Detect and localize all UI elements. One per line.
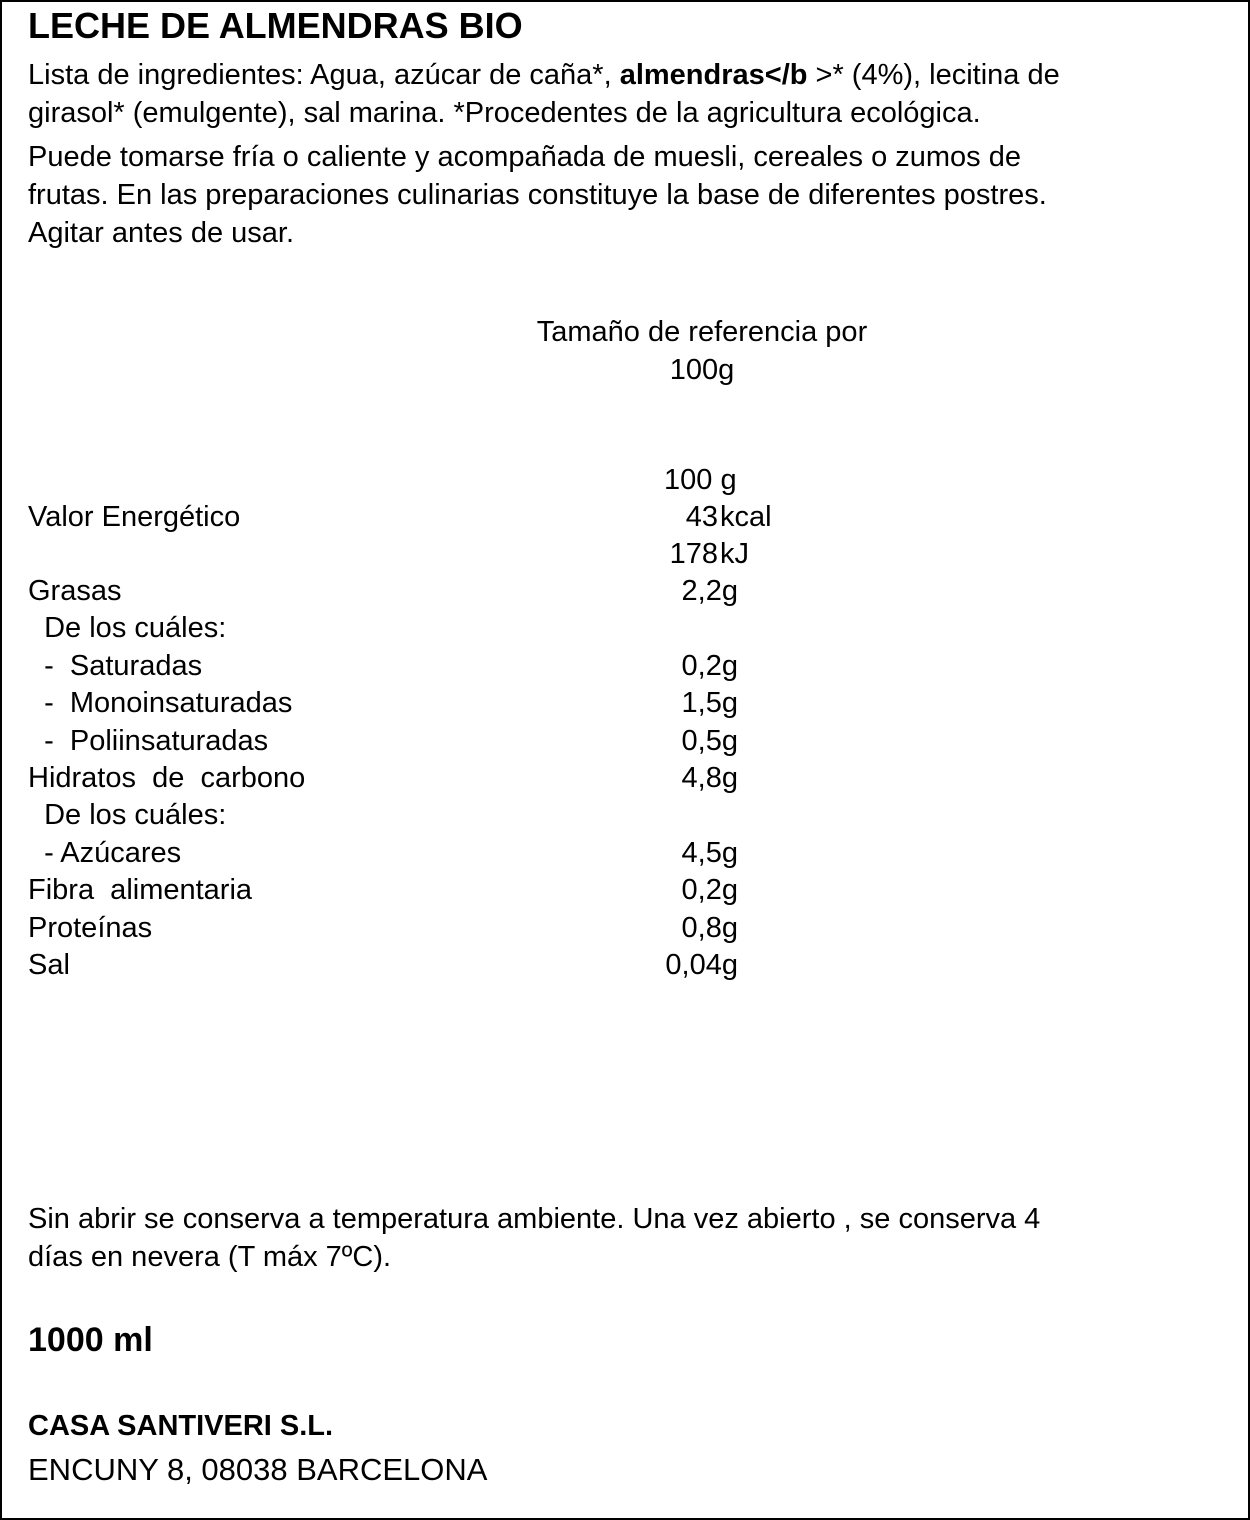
column-header: 100 g [664, 464, 737, 496]
product-title: LECHE DE ALMENDRAS BIO [28, 5, 523, 46]
nutrition-row-label: - Poliinsaturadas [28, 725, 269, 757]
nutrition-row-value: 0,5g [681, 725, 738, 757]
ingredients-text-a: Lista de ingredientes: Agua, azúcar de caña*, [28, 59, 620, 91]
nutrition-row-value: 0,2g [681, 650, 738, 682]
nutrition-row-label: - Azúcares [28, 837, 182, 869]
nutrition-row-value: 0,8g [681, 912, 738, 944]
nutrition-row-value: 4,5g [681, 837, 738, 869]
storage-text [28, 1200, 1040, 1276]
usage-text [28, 138, 1047, 252]
nutrition-row-value: 0,04g [665, 949, 738, 981]
energy-kcal-unit: kcal [720, 501, 772, 533]
storage-line-2: días en nevera (T máx 7ºC). [28, 1241, 392, 1273]
nutrition-row-value: 2,2g [681, 575, 738, 607]
storage-line-1: Sin abrir se conserva a temperatura ambiente. Una vez abierto , se conserva 4 [28, 1203, 1041, 1235]
nutrition-row-label: Fibra alimentaria [28, 874, 253, 906]
nutrition-row-label: Grasas [28, 575, 122, 607]
energy-kcal-value: 43 [685, 501, 718, 533]
company-name: CASA SANTIVERI S.L. [28, 1410, 334, 1442]
energy-label: Valor Energético [28, 501, 241, 533]
usage-line-3: Agitar antes de usar. [28, 217, 294, 249]
nutrition-row-label: De los cuáles: [28, 612, 227, 644]
nutrition-row-value: 0,2g [681, 874, 738, 906]
nutrition-row-value: 4,8g [681, 762, 738, 794]
energy-kj-value: 178 [669, 538, 718, 570]
energy-kj-unit: kJ [720, 538, 749, 570]
ingredients-line-2: girasol* (emulgente), sal marina. *Procedentes de la agricultura ecológica. [28, 97, 981, 129]
ingredients-line-1 [28, 56, 1060, 94]
nutrition-row-label: - Saturadas [28, 650, 203, 682]
usage-line-2: frutas. En las preparaciones culinarias constituye la base de diferentes postres. [28, 179, 1047, 211]
nutrition-row-value: 1,5g [681, 687, 738, 719]
ingredients-bold-almond: almendras</b [619, 59, 808, 91]
nutrition-row-label: De los cuáles: [28, 799, 227, 831]
nutrition-row-label: Hidratos de carbono [28, 762, 306, 794]
usage-line-1: Puede tomarse fría o caliente y acompañada de muesli, cereales o zumos de [28, 141, 1021, 173]
ingredients-text-b: >* (4%), lecitina de [807, 59, 1060, 91]
company-address: ENCUNY 8, 08038 BARCELONA [28, 1452, 488, 1487]
reference-line-1: Tamaño de referencia por [536, 316, 868, 348]
ingredients-text [28, 56, 1060, 132]
nutrition-row-label: - Monoinsaturadas [28, 687, 293, 719]
reference-line-2: 100g [669, 354, 735, 386]
nutrition-row-label: Proteínas [28, 912, 153, 944]
reference-size-heading [522, 313, 882, 389]
nutrition-row-label: Sal [28, 949, 70, 981]
volume: 1000 ml [28, 1321, 153, 1359]
